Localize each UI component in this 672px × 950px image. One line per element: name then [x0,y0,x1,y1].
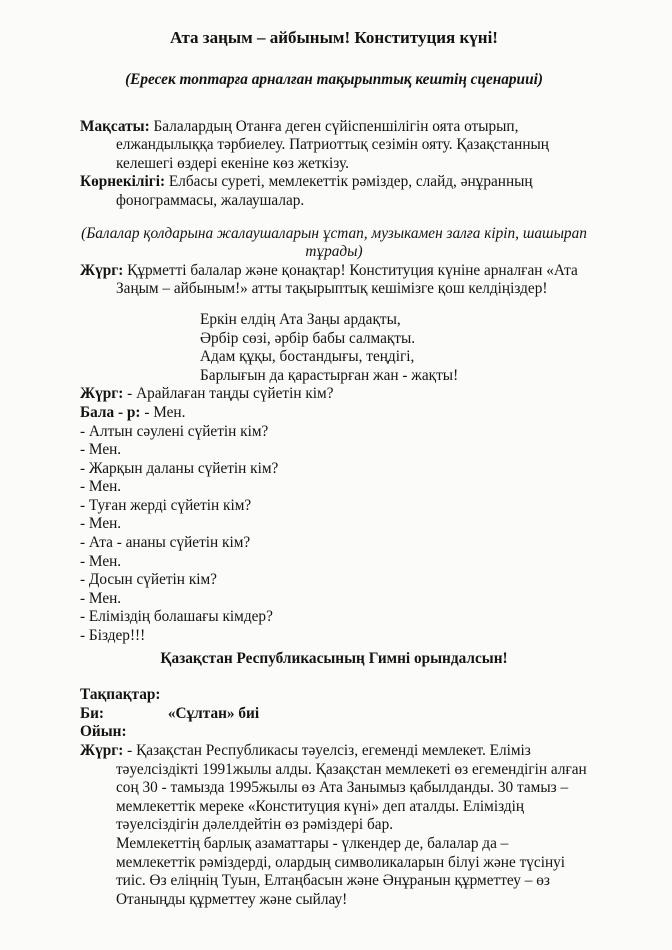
paragraph-visuals-label: Көрнекілігі: [80,173,166,191]
program-label: Би: [80,704,105,722]
speaker-label: Бала - р: [80,403,141,421]
dialogue-line [80,404,588,423]
program-label: Ойын: [80,723,127,741]
poem-line: Барлығын да қарастырған жан - жақты! [200,366,459,384]
paragraph-final-text1: - Қазақстан Республикасы тәуелсіз, егеменді мемлекет. Еліміз тәуелсіздікті 1991жылы алды. Қазақстан мемлекеті өз егемендігін алған соң 30 - тамызда 1995жылы өз Ата Занымыз қабылданды. 30 тамыз – мемлекеттік мереке «Конституция күні» деп аталды. Еліміздің тәуелсіздігін дәлелдейтін өз рәміздері бар. [116,742,587,834]
paragraph-welcome-text: Құрметті балалар және қонақтар! Конституция күніне арналған «Ата Заңым – айбыным!» атты тақырыптық кешімізге қош келдіңіздер! [116,261,578,298]
speaker-label: Жүрг: [80,385,124,403]
dialogue-line: - Досын сүйетін кім? [80,571,217,589]
paragraph-final-text2: Мемлекеттің барлық азаматтары - үлкендер де, балалар да – мемлекеттік рәміздерді, олардың символикаларын білуі және түсінуі тиіс. Өз еліңнің Туын, Елтаңбасын және Әнұранын құрметтеу – өз Отаныңды құрметтеу және сыйлау! [116,834,566,908]
program-value: «Сұлтан» биі [167,704,260,722]
paragraph-welcome [80,262,588,299]
dialogue-line: - Біздер!!! [80,627,146,645]
program-label: Тақпақтар: [80,686,161,704]
paragraph-goal-text: Балалардың Отанға деген сүйіспеншілігін оята отырып, елжандылыққа тәрбиелеу. Патриоттық сезімін ояту. Қазақстанның келешегі өздері екеніне көз жеткізу. [116,117,549,172]
paragraph-welcome-label: Жүрг: [80,261,124,279]
poem-line: Адам құқы, бостандығы, теңдігі, [200,348,415,366]
poem-line: Әрбір сөзі, әрбір бабы салмақты. [200,329,416,347]
stage-direction: (Балалар қолдарына жалаушаларын ұстап, музыкамен залға кіріп, шашырап тұрады) [81,224,587,261]
dialogue-line: - Ата - ананы сүйетін кім? [80,534,251,552]
dialogue-line: - Мен. [80,478,122,496]
paragraph-visuals [80,173,588,210]
program-block [80,686,588,742]
program-line [80,723,588,742]
dialogue-line: - Жарқын даланы сүйетін кім? [80,459,279,477]
dialogue-line: - Еліміздің болашағы кімдер? [80,608,273,626]
paragraph-final-label: Жүрг: [80,742,124,759]
dialogue-line: - Мен. [80,441,122,459]
program-line [80,686,588,705]
paragraph-goal-label: Мақсаты: [80,117,150,135]
dialogue-line: - Мен. [80,552,122,570]
document-subtitle: (Ересек топтарға арналған тақырыптық кештің сценарииі) [125,71,543,88]
dialogue-line: - Алтын сәулені сүйетін кім? [80,422,269,440]
document-title: Ата заңым – айбыным! Конституция күні! [170,28,498,47]
dialogue-line: - Мен. [80,589,122,607]
program-line [80,705,588,724]
dialogue-block [80,385,588,645]
hymn-heading: Қазақстан Республикасының Гимні орындалсын! [160,649,508,667]
paragraph-goal [80,118,588,174]
paragraph-visuals-text: Елбасы суреті, мемлекеттік рәміздер, слайд, әнұранның фонограммасы, жалаушалар. [116,173,533,209]
poem-block [200,311,588,385]
paragraph-final [80,742,588,909]
dialogue-line [80,385,588,404]
poem-line: Еркін елдің Ата Заңы ардақты, [200,310,401,328]
dialogue-text: - Мен. [144,403,186,421]
dialogue-text: - Арайлаған таңды сүйетін кім? [127,385,334,403]
dialogue-line: - Туған жерді сүйетін кім? [80,496,252,514]
dialogue-line: - Мен. [80,515,122,533]
